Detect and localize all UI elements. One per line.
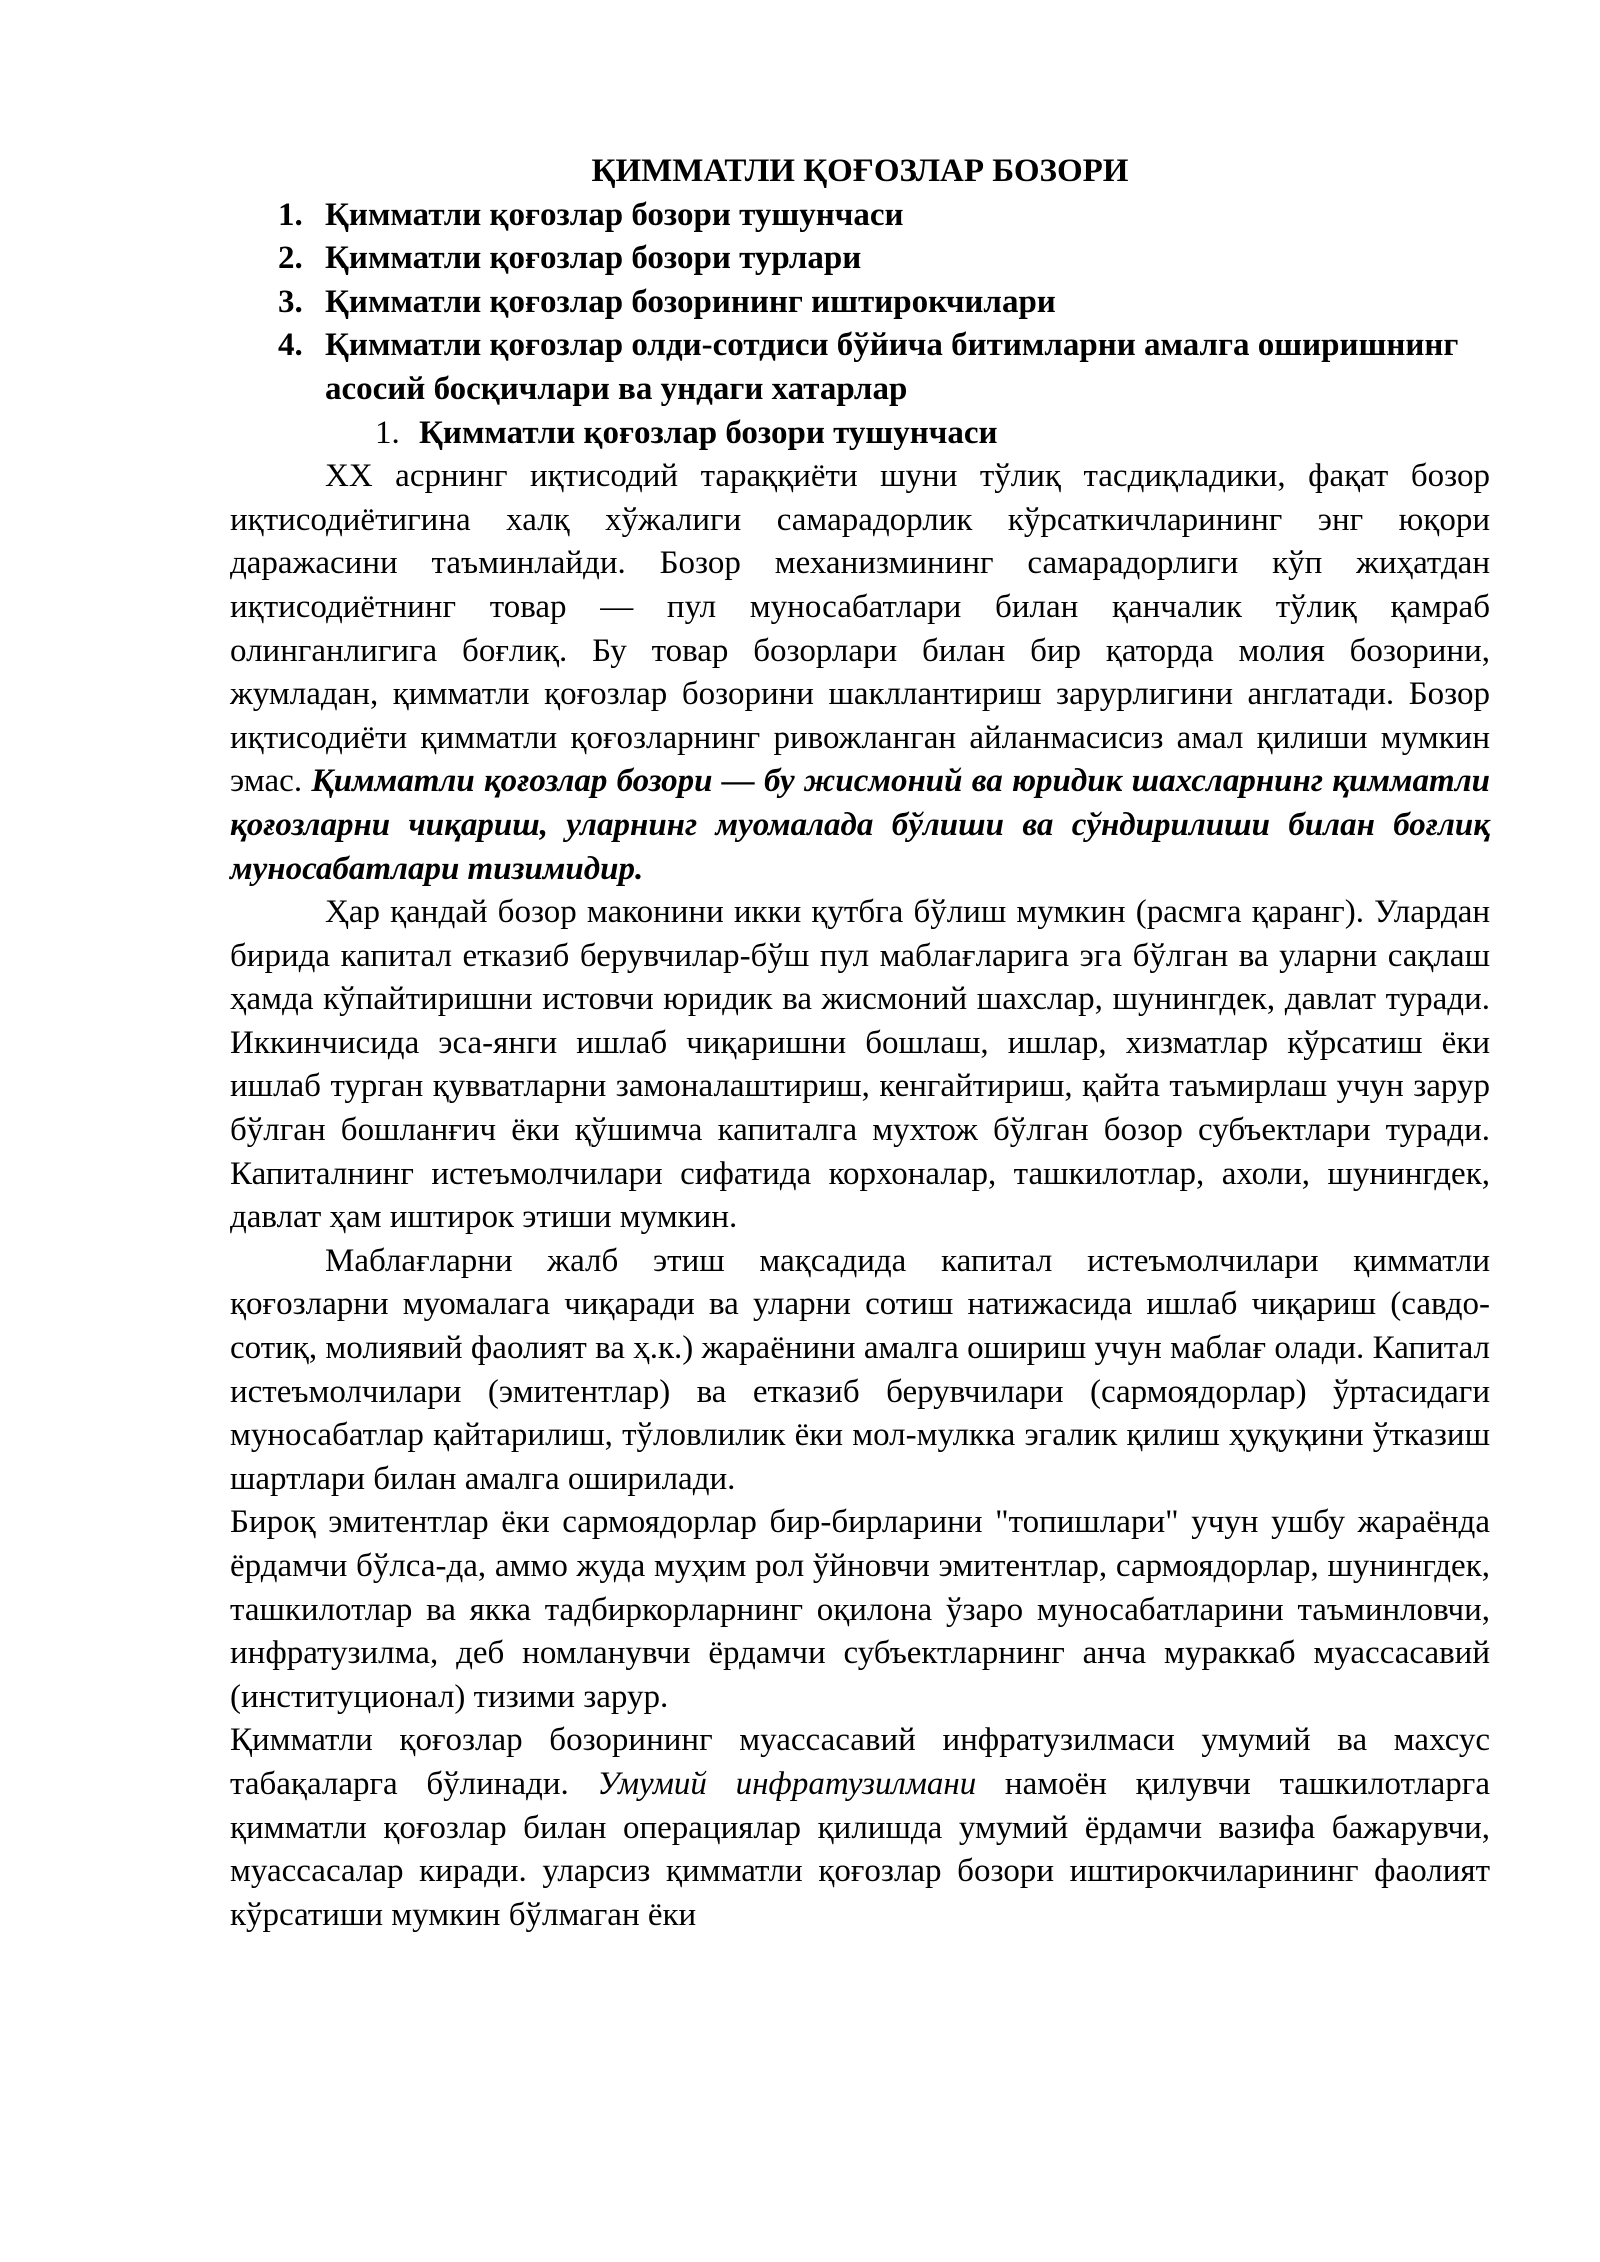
toc-item [230, 281, 1490, 325]
paragraph-text: намоён қилувчи ташкилотларга қимматли қоғозлар билан операциялар қилишда умумий ёрдамчи вазифа бажарувчи, муассасалар киради. уларсиз қимматли қоғозлар бозори иштирокчиларининг фаолият кўрсатиши мумкин бўлмаган ёки [230, 1765, 1490, 1933]
toc-item-text: Қимматли қоғозлар бозори тушунчаси [325, 196, 904, 233]
definition-text: Қимматли қоғозлар бозори — бу жисмоний ва юридик шахсларнинг қимматли қоғозларни чиқариш, уларнинг муомалада бўлиши ва сўндирилиши билан боғлиқ муносабатлари тизимидир. [230, 763, 1490, 887]
section-title: Қимматли қоғозлар бозори тушунчаси [419, 414, 998, 451]
section-heading [230, 412, 1490, 456]
toc-item [230, 324, 1490, 411]
table-of-contents [230, 194, 1490, 412]
paragraph-3: Маблағларни жалб этиш мақсадида капитал истеъмолчилари қимматли қоғозларни муомалага чиқаради ва уларни сотиш натижасида ишлаб чиқариш (савдо-сотиқ, молиявий фаолият ва ҳ.к.) жараёнини амалга ошириш учун маблағ олади. Капитал истеъмолчилари (эмитентлар) ва етказиб берувчилари (сармоядорлар) ўртасидаги муносабатлар қайтарилиш, тўловлилик ёки мол-мулкка эгалик қилиш ҳуқуқини ўтказиш шартлари билан амалга оширилади. [230, 1242, 1490, 1497]
italic-term: Умумий инфратузилмани [597, 1765, 977, 1802]
section-number: 1. [375, 414, 400, 451]
toc-item-number: 4. [278, 327, 303, 364]
toc-item-text: Қимматли қоғозлар бозори турлари [325, 240, 862, 277]
toc-item-text: Қимматли қоғозлар олди-сотдиси бўйича битимларни амалга оширишнинг асосий босқичлари ва ундаги хатарлар [325, 327, 1459, 407]
paragraph-1 [230, 455, 1490, 891]
paragraph-5 [230, 1719, 1490, 1937]
toc-item-text: Қимматли қоғозлар бозорининг иштирокчилари [325, 283, 1056, 320]
toc-item [230, 237, 1490, 281]
toc-item [230, 194, 1490, 238]
paragraph-4: Бироқ эмитентлар ёки сармоядорлар бир-бирларини "топишлари" учун ушбу жараёнда ёрдамчи бўлса-да, аммо жуда муҳим рол ўйновчи эмитентлар, сармоядорлар, шунингдек, ташкилотлар ва якка тадбиркорларнинг оқилона ўзаро муносабатларини таъминловчи, инфратузилма, деб номланувчи ёрдамчи субъектларнинг анча мураккаб муассасавий (институционал) тизими зарур. [230, 1504, 1490, 1715]
toc-item-number: 1. [278, 196, 303, 233]
paragraph-text: XX асрнинг иқтисодий тараққиёти шуни тўлиқ тасдиқладики, фақат бозор иқтисодиётигина халқ хўжалиги самарадорлик кўрсаткичларининг энг юқори даражасини таъминлайди. Бозор механизмининг самарадорлиги кўп жиҳатдан иқтисодиётнинг товар — пул муносабатлари билан қанчалик тўлиқ қамраб олинганлигига боғлиқ. Бу товар бозорлари билан бир қаторда молия бозорини, жумладан, қимматли қоғозлар бозорини шакллантириш зарурлигини англатади. Бозор иқтисодиёти қимматли қоғозларнинг ривожланган айланмасисиз амал қилиши мумкин эмас. [230, 458, 1490, 800]
paragraph-2: Ҳар қандай бозор маконини икки қутбга бўлиш мумкин (расмга қаранг). Улардан бирида капитал етказиб берувчилар-бўш пул маблағларига эга бўлган ва уларни сақлаш ҳамда кўпайтиришни истовчи юридик ва жисмоний шахслар, шунингдек, давлат туради. Иккинчисида эса-янги ишлаб чиқаришни бошлаш, ишлар, хизматлар кўрсатиш ёки ишлаб турган қувватларни замоналаштириш, кенгайтириш, қайта таъмирлаш учун зарур бўлган бошланғич ёки қўшимча капиталга мухтож бўлган бозор субъектлари туради. Капиталнинг истеъмолчилари сифатида корхоналар, ташкилотлар, ахоли, шунингдек, давлат ҳам иштирок этиши мумкин. [230, 894, 1490, 1236]
paragraph-text: Қимматли қоғозлар бозорининг муассасавий инфратузилмаси умумий ва махсус табақаларга бўлинади. [230, 1722, 1490, 1802]
toc-item-number: 3. [278, 283, 303, 320]
document-page [230, 150, 1490, 1937]
document-title: ҚИММАТЛИ ҚОҒОЗЛАР БОЗОРИ [591, 153, 1129, 189]
toc-item-number: 2. [278, 240, 303, 277]
